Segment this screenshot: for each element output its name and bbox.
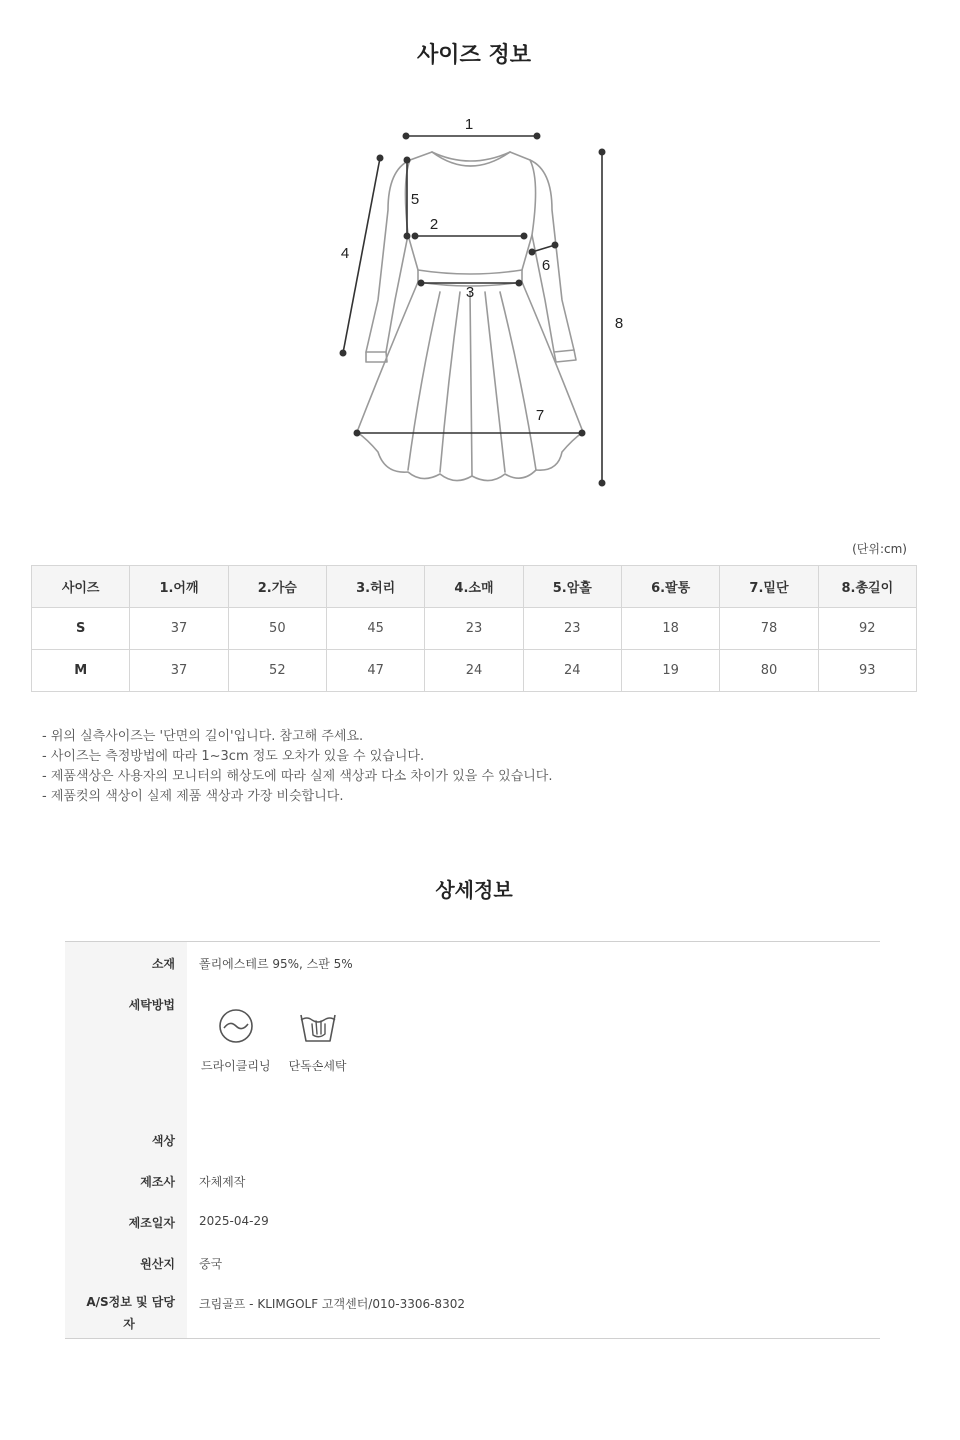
size-table-header: 1.어깨 xyxy=(130,566,228,608)
size-table-header: 6.팔통 xyxy=(621,566,719,608)
detail-label: 제조사 xyxy=(65,1160,187,1201)
size-table-header: 4.소매 xyxy=(425,566,523,608)
diagram-label-4: 4 xyxy=(340,245,350,262)
size-value-cell: 24 xyxy=(523,650,621,692)
size-table-header: 3.허리 xyxy=(326,566,424,608)
diagram-label-7: 7 xyxy=(535,407,545,424)
detail-row-manufacturer xyxy=(65,1160,880,1201)
detail-table xyxy=(65,941,880,1339)
size-value-cell: 24 xyxy=(425,650,523,692)
detail-row-material xyxy=(65,942,880,983)
size-notes xyxy=(42,727,553,807)
table-row xyxy=(32,608,917,650)
diagram-label-1: 1 xyxy=(464,116,474,133)
size-value-cell: 80 xyxy=(720,650,818,692)
detail-value: 크림골프 - KLIMGOLF 고객센터/010-3306-8302 xyxy=(199,1296,465,1311)
size-value-cell: 47 xyxy=(326,650,424,692)
diagram-label-8: 8 xyxy=(614,315,624,332)
hand-wash-icon xyxy=(296,1004,340,1048)
detail-info-title: 상세정보 xyxy=(435,878,513,902)
unit-label: (단위:cm) xyxy=(852,542,907,556)
dry-clean-icon xyxy=(214,1004,258,1048)
size-value-cell: 52 xyxy=(228,650,326,692)
size-name-cell: M xyxy=(32,650,130,692)
care-icons xyxy=(187,983,880,1119)
diagram-label-2: 2 xyxy=(429,216,439,233)
detail-value: 자체제작 xyxy=(199,1174,246,1189)
detail-label: 세탁방법 xyxy=(65,983,187,1119)
size-value-cell: 45 xyxy=(326,608,424,650)
detail-value: 중국 xyxy=(199,1256,223,1271)
size-value-cell: 23 xyxy=(425,608,523,650)
size-table-header: 5.암홀 xyxy=(523,566,621,608)
size-value-cell: 50 xyxy=(228,608,326,650)
size-table xyxy=(31,565,917,692)
size-value-cell: 19 xyxy=(621,650,719,692)
size-value-cell: 18 xyxy=(621,608,719,650)
detail-value: 폴리에스테르 95%, 스판 5% xyxy=(199,957,353,971)
diagram-label-5: 5 xyxy=(410,191,420,208)
size-table-header-row xyxy=(32,566,917,608)
size-table-header: 8.총길이 xyxy=(818,566,916,608)
size-name-cell: S xyxy=(32,608,130,650)
detail-value xyxy=(187,1119,880,1160)
detail-label: 원산지 xyxy=(65,1242,187,1283)
note-line: - 위의 실측사이즈는 '단면의 길이'입니다. 참고해 주세요. xyxy=(42,729,364,744)
size-value-cell: 93 xyxy=(818,650,916,692)
note-line: - 제품컷의 색상이 실제 제품 색상과 가장 비슷합니다. xyxy=(42,789,344,804)
size-table-header: 2.가슴 xyxy=(228,566,326,608)
detail-label-line: 자 xyxy=(123,1316,135,1331)
care-label: 단독손세탁 xyxy=(288,1058,347,1073)
detail-row-care xyxy=(65,983,880,1119)
size-value-cell: 23 xyxy=(523,608,621,650)
diagram-label-3: 3 xyxy=(465,284,475,301)
detail-label xyxy=(65,1283,187,1339)
care-item-dry-clean xyxy=(201,1004,271,1074)
table-row xyxy=(32,650,917,692)
detail-label: 소재 xyxy=(65,942,187,983)
detail-row-as-info xyxy=(65,1283,880,1339)
care-label: 드라이클리닝 xyxy=(201,1058,271,1073)
care-item-hand-wash xyxy=(289,1004,347,1074)
size-value-cell: 37 xyxy=(130,650,228,692)
size-info-title: 사이즈 정보 xyxy=(417,43,531,68)
detail-label-line: A/S정보 및 담당 xyxy=(86,1294,175,1309)
note-line: - 제품색상은 사용자의 모니터의 해상도에 따라 실제 색상과 다소 차이가 있을 수 있습니다. xyxy=(42,769,553,784)
size-table-header: 사이즈 xyxy=(32,566,130,608)
size-value-cell: 92 xyxy=(818,608,916,650)
detail-row-manufacture-date xyxy=(65,1201,880,1242)
detail-label: 제조일자 xyxy=(65,1201,187,1242)
diagram-label-6: 6 xyxy=(541,257,551,274)
size-value-cell: 78 xyxy=(720,608,818,650)
detail-row-color xyxy=(65,1119,880,1160)
detail-label: 색상 xyxy=(65,1119,187,1160)
size-value-cell: 37 xyxy=(130,608,228,650)
detail-row-origin xyxy=(65,1242,880,1283)
note-line: - 사이즈는 측정방법에 따라 1~3cm 정도 오차가 있을 수 있습니다. xyxy=(42,749,425,764)
detail-value: 2025-04-29 xyxy=(199,1213,269,1228)
size-table-header: 7.밑단 xyxy=(720,566,818,608)
dress-measurement-diagram xyxy=(330,110,640,500)
